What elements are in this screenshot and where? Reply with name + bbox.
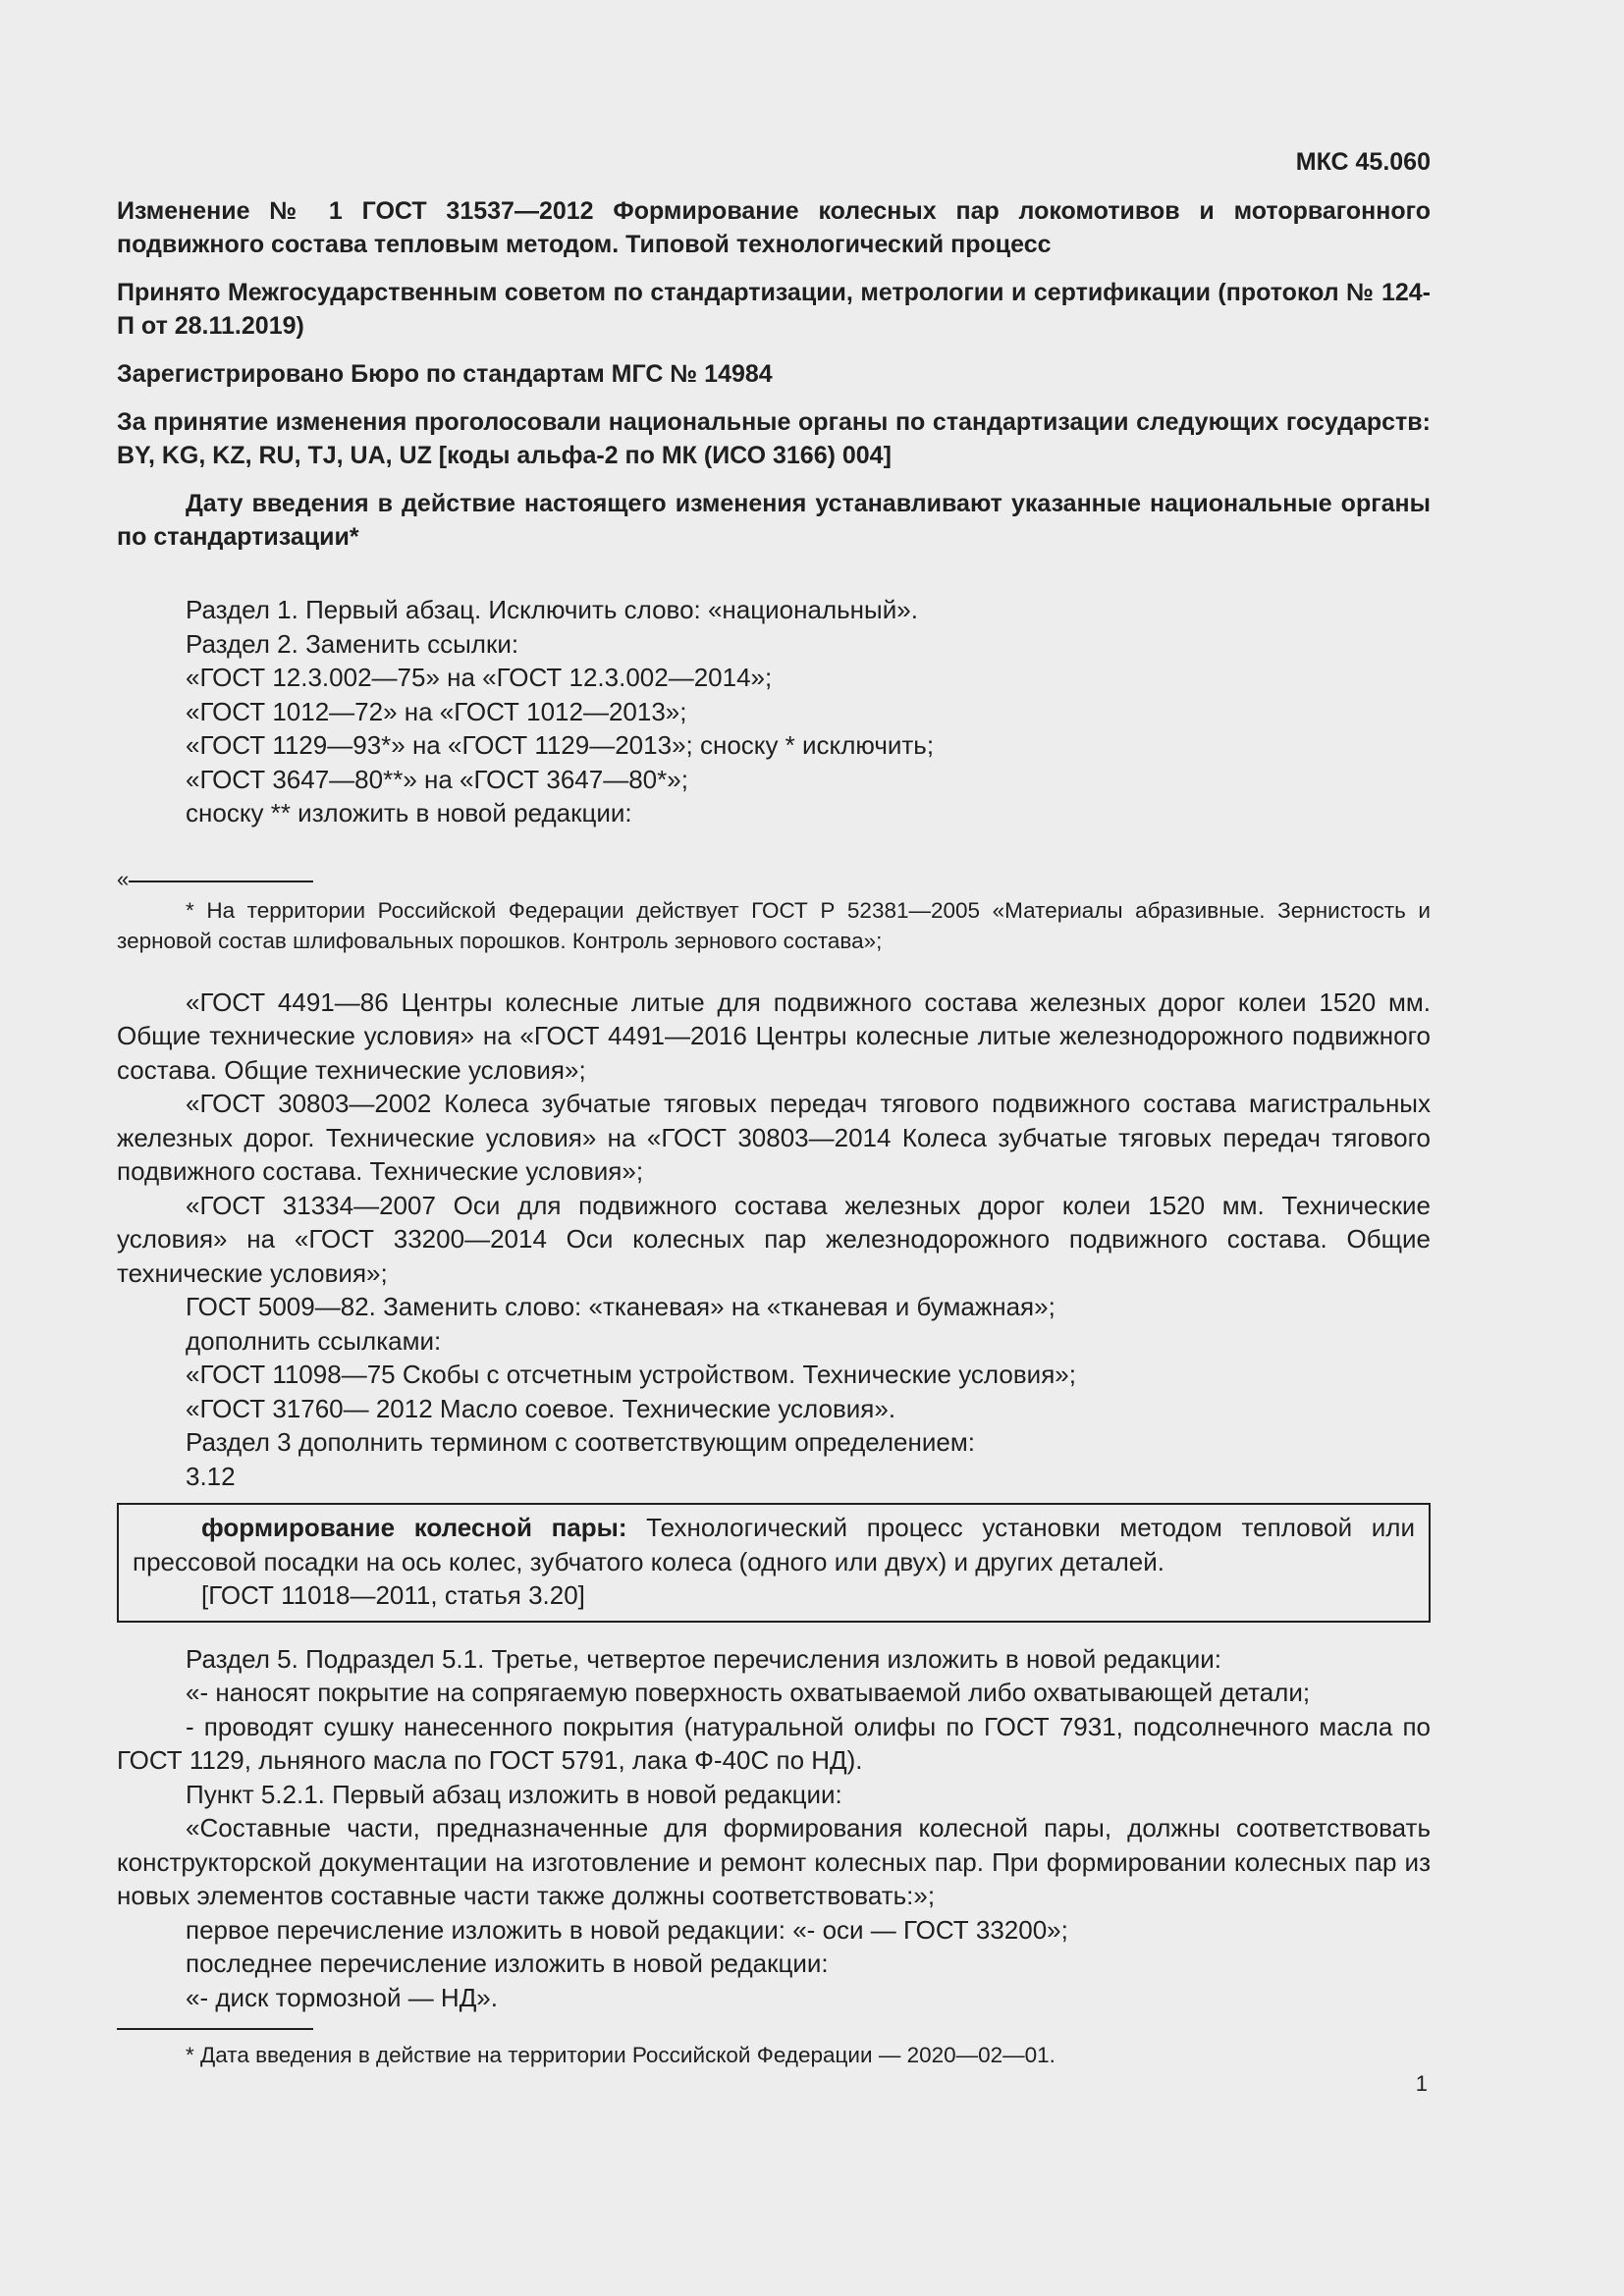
opening-quote: « [117, 866, 130, 891]
term-number: 3.12 [186, 1461, 236, 1491]
term-source: [ГОСТ 11018—2011, статья 3.20] [201, 1580, 585, 1610]
registration-statement: Зарегистрировано Бюро по стандартам МГС № 14984 [117, 360, 773, 388]
text-line: «- наносят покрытие на сопрягаемую поверхность охватываемой либо охватывающей детали; [186, 1678, 1311, 1707]
page-footnote: * Дата введения в действие на территории Российской Федерации — 2020—02—01. [186, 2043, 1056, 2067]
text-paragraph: «Составные части, предназначенные для формирования колесной пары, должны соответствовать конструкторской документации на изготовление и ремонт колесных пар. При формировании колесных пар из новых элементов составные части также должны соответствовать:»; [117, 1813, 1431, 1910]
inner-footnote: * На территории Российской Федерации действует ГОСТ Р 52381—2005 «Материалы абразивные. Зернистость и зерновой состав шлифовальных порошков. Контроль зернового состава»; [117, 897, 1431, 953]
document-page [117, 145, 1431, 2070]
text-paragraph: - проводят сушку нанесенного покрытия (натуральной олифы по ГОСТ 7931, подсолнечного масла по ГОСТ 1129, льняного масла по ГОСТ 5791, лака Ф-40С по НД). [117, 1711, 1431, 1775]
term-definition-box [117, 1503, 1431, 1623]
text-paragraph: «ГОСТ 4491—86 Центры колесные литые для подвижного состава железных дорог колеи 1520 мм. Общие технические условия» на «ГОСТ 4491—2016 Центры колесные литые железнодорожного подвижного состава. Общие технические условия»; [117, 987, 1431, 1085]
text-paragraph: «ГОСТ 31334—2007 Оси для подвижного состава железных дорог колеи 1520 мм. Технические условия» на «ГОСТ 33200—2014 Оси колесных пар железнодорожного подвижного состава. Общие технические условия»; [117, 1190, 1431, 1288]
text-line: «ГОСТ 31760— 2012 Масло соевое. Технические условия». [186, 1393, 896, 1423]
term-definition [133, 1511, 1415, 1578]
term-text: Технологический процесс установки методом тепловой или прессовой посадки на ось колес, зубчатого колеса (одного или двух) и других деталей. [133, 1513, 1415, 1576]
footnote-rule [117, 2028, 313, 2030]
section-changes-b [117, 986, 1431, 1494]
text-line: дополнить ссылками: [186, 1325, 442, 1356]
effective-date-statement: Дату введения в действие настоящего изменения устанавливают указанные национальные органы по стандартизации* [117, 490, 1431, 551]
text-line: первое перечисление изложить в новой редакции: «- оси — ГОСТ 33200»; [186, 1914, 1068, 1945]
term-name: формирование колесной пары: [201, 1513, 627, 1542]
text-line: Пункт 5.2.1. Первый абзац изложить в новой редакции: [186, 1779, 842, 1809]
section-changes-c [117, 1642, 1431, 2015]
voting-statement: За принятие изменения проголосовали национальные органы по стандартизации следующих государств: BY, KG, KZ, RU, TJ, UA, UZ [коды альфа-2 по МК (ИСО 3166) 004] [117, 408, 1431, 469]
text-line: «ГОСТ 11098—75 Скобы с отсчетным устройством. Технические условия»; [186, 1360, 1076, 1389]
text-line: «- диск тормозной — НД». [186, 1982, 498, 2012]
text-line: Раздел 3 дополнить термином с соответствующим определением: [186, 1427, 975, 1457]
text-line: Раздел 5. Подраздел 5.1. Третье, четвертое перечисления изложить в новой редакции: [186, 1643, 1222, 1674]
classification-code: МКС 45.060 [1295, 148, 1431, 176]
text-line: Раздел 2. Заменить ссылки: [186, 628, 519, 659]
text-line: «ГОСТ 12.3.002—75» на «ГОСТ 12.3.002—2014»; [186, 663, 773, 692]
separator-rule [129, 881, 313, 882]
page-number: 1 [1415, 2071, 1428, 2096]
text-line: Раздел 1. Первый абзац. Исключить слово: «национальный». [186, 595, 918, 624]
text-line: последнее перечисление изложить в новой редакции: [186, 1949, 829, 1978]
footnote-separator [117, 866, 1431, 891]
adopted-statement: Принято Межгосударственным советом по стандартизации, метрологии и сертификации (протокол № 124-П от 28.11.2019) [117, 279, 1431, 340]
text-line: сноску ** изложить в новой редакции: [186, 798, 632, 828]
text-line: «ГОСТ 1012—72» на «ГОСТ 1012—2013»; [186, 696, 687, 726]
text-line: «ГОСТ 1129—93*» на «ГОСТ 1129—2013»; сноску * исключить; [186, 730, 935, 760]
text-line: ГОСТ 5009—82. Заменить слово: «тканевая» на «тканевая и бумажная»; [186, 1292, 1056, 1321]
text-line: «ГОСТ 3647—80**» на «ГОСТ 3647—80*»; [186, 764, 688, 794]
section-changes-a [117, 593, 1431, 830]
text-paragraph: «ГОСТ 30803—2002 Колеса зубчатые тяговых передач тягового подвижного состава магистральных железных дорог. Технические условия» на «ГОСТ 30803—2014 Колеса зубчатые тяговых передач тягового подвижного состава. Технические условия»; [117, 1089, 1431, 1186]
amendment-title: Изменение № 1 ГОСТ 31537—2012 Формирование колесных пар локомотивов и моторвагонного подвижного состава тепловым методом. Типовой технологический процесс [117, 197, 1431, 258]
